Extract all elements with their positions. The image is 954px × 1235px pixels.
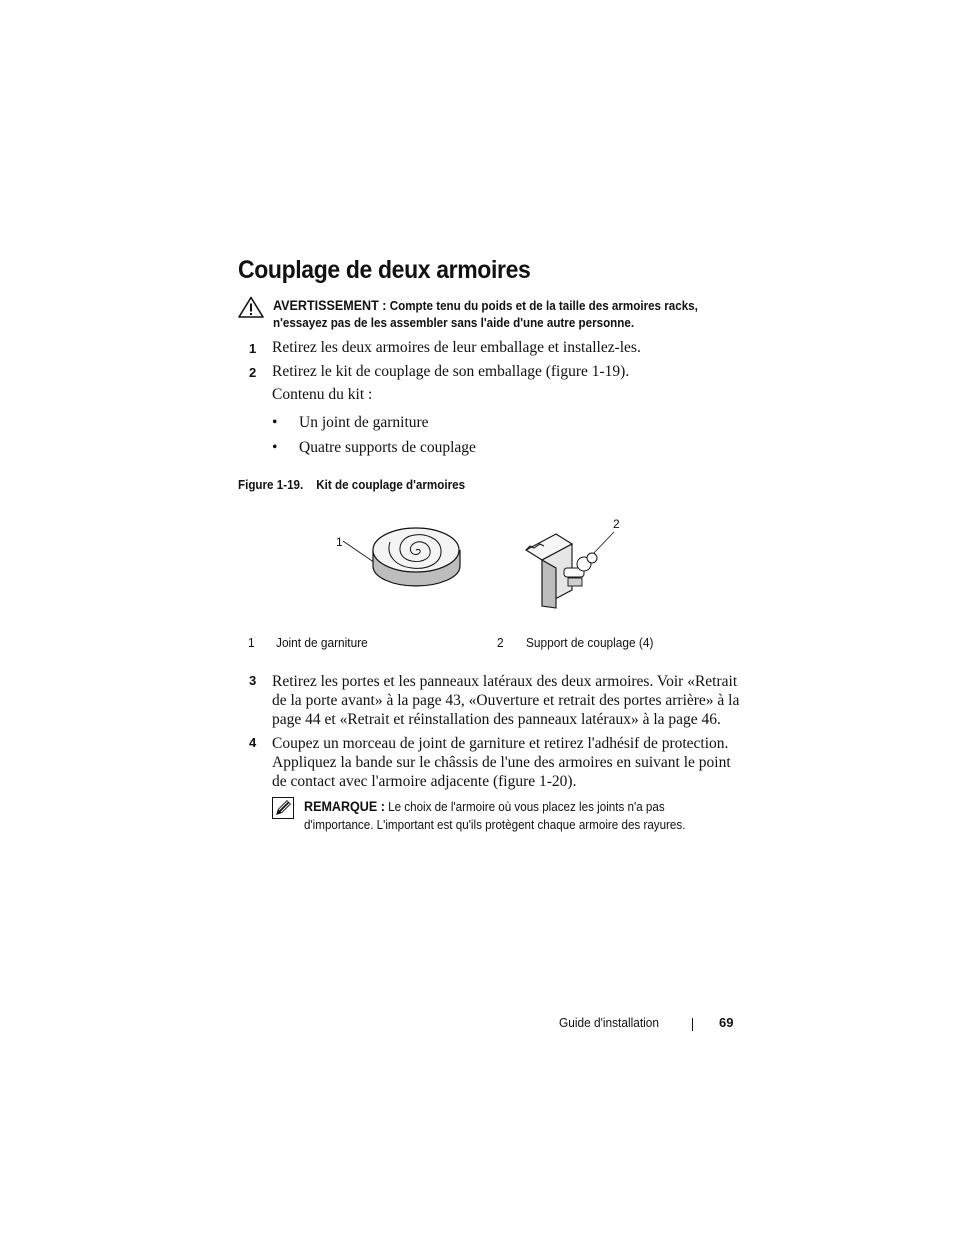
gasket-roll-image: [373, 528, 460, 586]
step-3-text: Retirez les portes et les panneaux latéraux des deux armoires. Voir «Retrait de la porte avant» à la page 43, «Ouverture et retrait des portes arrière» à la page 44 et «Retrait et réinstallation des panneaux latéraux» à la page 46.: [272, 673, 740, 728]
list-item-text: Quatre supports de couplage: [299, 439, 476, 456]
kit-contents-label: Contenu du kit :: [272, 386, 373, 403]
step-number: 3: [249, 673, 257, 688]
warning-label: AVERTISSEMENT :: [273, 298, 387, 313]
legend-label-2: Support de couplage (4): [526, 636, 654, 650]
step-number: 2: [249, 365, 257, 380]
page-title: Couplage de deux armoires: [238, 256, 531, 284]
bullet-icon: •: [272, 414, 278, 431]
note-text: Le choix de l'armoire où vous placez les joints n'a pas d'importance. L'important est qu'ils protègent chaque armoire des rayures.: [304, 800, 686, 832]
figure-title: Kit de couplage d'armoires: [316, 478, 466, 492]
list-item-text: Un joint de garniture: [299, 414, 429, 431]
coupling-bracket-image: [526, 534, 597, 608]
kit-illustration: [330, 510, 630, 610]
step-text: Retirez les deux armoires de leur emballage et installez-les.: [272, 339, 641, 356]
note-block: [304, 798, 713, 834]
figure-caption: [238, 478, 465, 492]
figure-number: Figure 1-19.: [238, 478, 304, 492]
warning-text: Compte tenu du poids et de la taille des armoires racks, n'essayez pas de les assembler sans l'aide d'une autre personne.: [273, 299, 698, 330]
step-4-text: Coupez un morceau de joint de garniture et retirez l'adhésif de protection. Appliquez la bande sur le châssis de l'une des armoires en suivant le point de contact avec l'armoire adjacente (figure 1-20).: [272, 735, 731, 790]
note-label: REMARQUE :: [304, 799, 385, 814]
step-text: Retirez le kit de couplage de son emballage (figure 1-19).: [272, 363, 630, 380]
note-pencil-icon: [272, 797, 294, 819]
warning-block: [273, 297, 701, 332]
step-number: 1: [249, 341, 257, 356]
page-number: 69: [719, 1015, 734, 1030]
legend-num-2: 2: [497, 636, 504, 650]
legend-num-1: 1: [248, 636, 255, 650]
warning-icon: [238, 296, 264, 318]
step-number: 4: [249, 735, 257, 750]
callout-1: 1: [336, 535, 343, 549]
bullet-icon: •: [272, 439, 278, 456]
footer-divider: [692, 1018, 693, 1031]
callout-2: 2: [613, 517, 620, 531]
legend-label-1: Joint de garniture: [276, 636, 368, 650]
footer-guide-title: Guide d'installation: [559, 1016, 659, 1030]
